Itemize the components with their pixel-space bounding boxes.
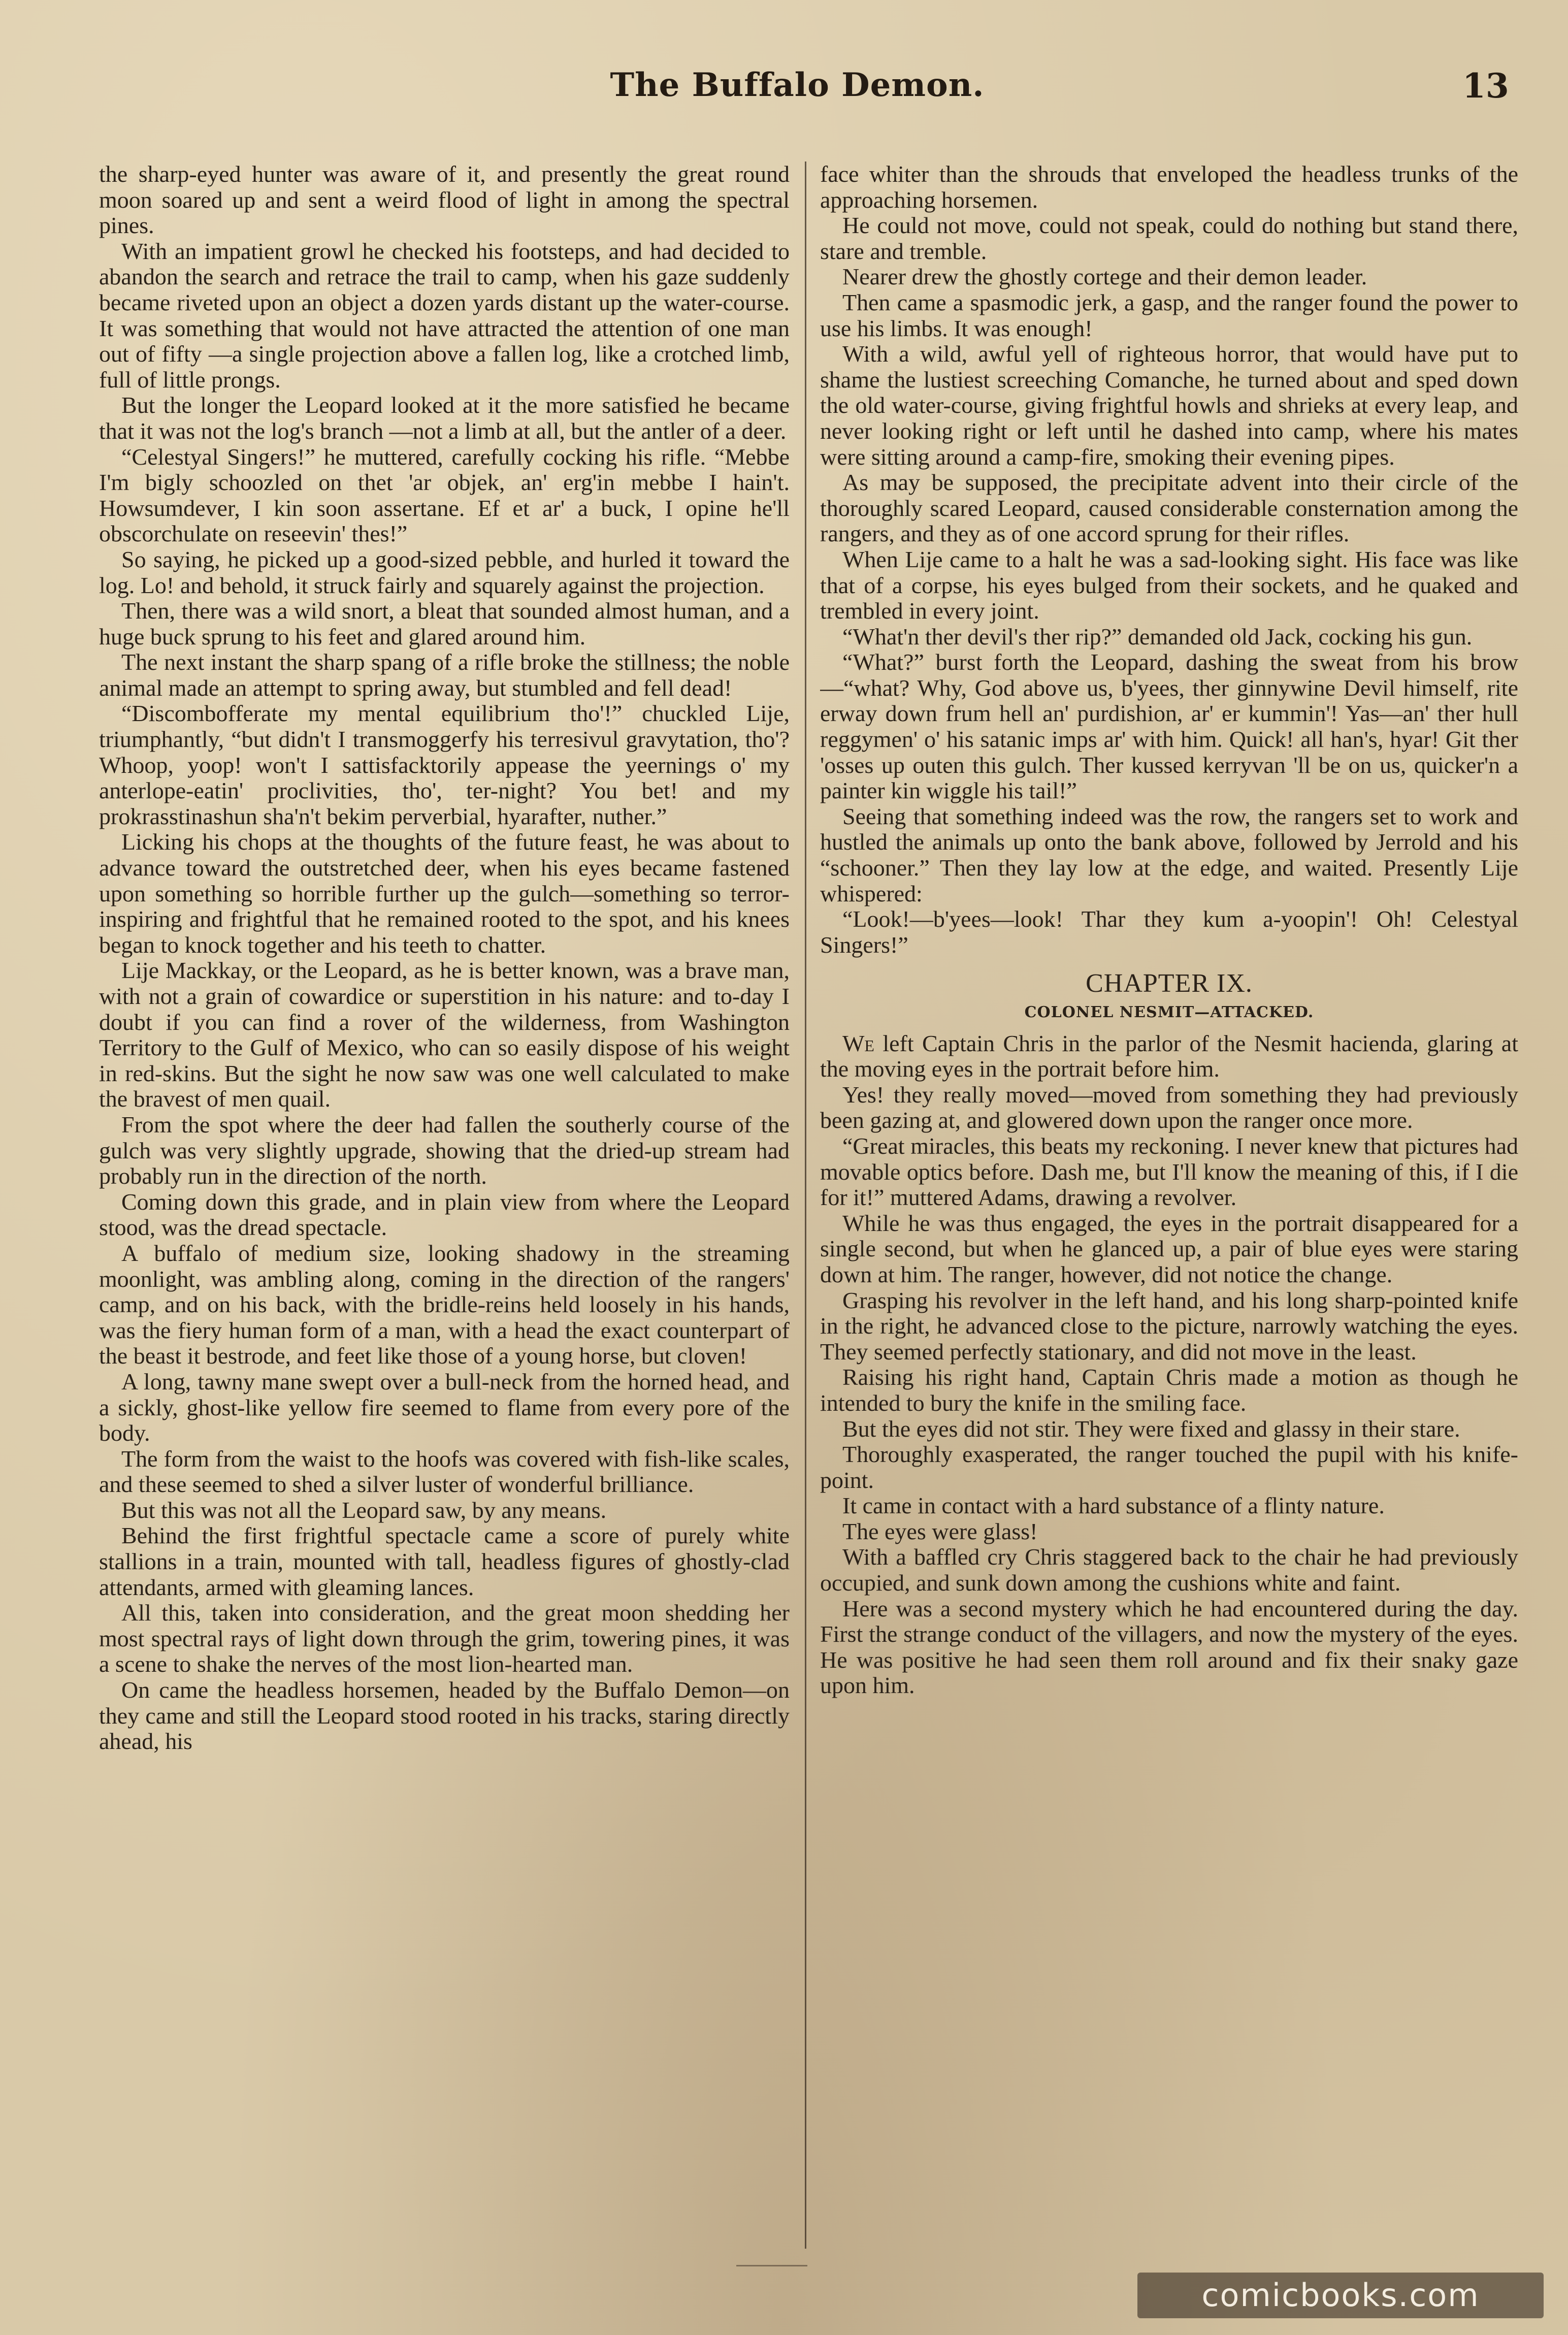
paragraph: Licking his chops at the thoughts of the future feast, he was about to advance toward the outstretched deer, when his eyes became fastened upon something so horrible further up the gulch—something so terror-inspiring and frightful that he remained rooted to the spot, and his knees began to knock together and his teeth to chatter.: [99, 829, 790, 958]
chapter-opening-paragraph: [820, 1031, 1518, 1082]
paragraph: “Great miracles, this beats my reckoning. I never knew that pictures had movable optics before. Dash me, but I'll know the meaning of this, if I die for it!” muttered Adams, drawing a revolver.: [820, 1132, 1518, 1211]
paragraph: With a baffled cry Chris staggered back to the chair he had previously occupied, and sunk down among the cushions white and faint.: [820, 1544, 1518, 1596]
chapter-opening-text: left Captain Chris in the parlor of the Nesmit hacienda, glaring at the moving eyes in the portrait before him.: [820, 1030, 1518, 1082]
paragraph: On came the headless horsemen, headed by the Buffalo Demon—on they came and still the Leopard stood rooted in his tracks, staring directly ahead, his: [99, 1677, 790, 1755]
paragraph: Coming down this grade, and in plain view from where the Leopard stood, was the dread spectacle.: [99, 1188, 790, 1241]
paragraph: “What'n ther devil's ther rip?” demanded old Jack, cocking his gun.: [842, 623, 1473, 650]
paragraph: All this, taken into consideration, and the great moon shedding her most spectral rays of light down through the grim, towering pines, it was a scene to shake the nerves of the most lion-hearted man.: [99, 1600, 790, 1677]
paragraph: As may be supposed, the precipitate advent into their circle of the thoroughly scared Leopard, caused considerable consternation among the rangers, and they as of one accord sprung for their rifles.: [820, 469, 1518, 547]
paragraph: Nearer drew the ghostly cortege and their demon leader.: [842, 264, 1367, 290]
paragraph: Then, there was a wild snort, a bleat that sounded almost human, and a huge buck sprung to his feet and glared around him.: [99, 598, 790, 650]
paragraph: Behind the first frightful spectacle came a score of purely white stallions in a train, mounted with tall, headless figures of ghostly-clad attendants, armed with gleaming lances.: [99, 1522, 790, 1600]
column-divider: [805, 161, 806, 2249]
paragraph: Here was a second mystery which he had encountered during the day. First the strange conduct of the villagers, and now the mystery of the eyes. He was positive he had seen them roll around and fix their snaky gaze upon him.: [820, 1595, 1518, 1699]
paragraph: The next instant the sharp spang of a rifle broke the stillness; the noble animal made an attempt to spring away, but stumbled and fell dead!: [99, 649, 790, 701]
site-watermark: comicbooks.com: [1137, 2273, 1544, 2318]
paragraph: It came in contact with a hard substance of a flinty nature.: [842, 1493, 1385, 1519]
paragraph: “What?” burst forth the Leopard, dashing the sweat from his brow—“what? Why, God above us, b'yees, ther ginnywine Devil himself, rite erway down frum hell an' purdishion, ar' er kummin'! Yas—an' ther hull reggymen' o' his satanic imps ar' with him. Quick! all han's, hyar! Git ther 'osses up outen this gulch. Ther kussed kerryvan 'll be on us, quicker'n a painter kin wiggle his tail!”: [820, 649, 1518, 804]
chapter-heading: CHAPTER IX.: [1086, 969, 1253, 998]
paragraph: The eyes were glass!: [842, 1518, 1038, 1544]
paragraph: “Discombofferate my mental equilibrium tho'!” chuckled Lije, triumphantly, “but didn't I transmoggerfy his terresivul gravytation, tho'? Whoop, yoop! won't I sattisfacktorily appease the yeernings o' my anterlope-eatin' proclivities, tho', ter-night? You bet! and my prokrasstinashun sha'n't bekim perverbial, hyarafter, nuther.”: [99, 700, 790, 829]
paragraph: Raising his right hand, Captain Chris made a motion as though he intended to bury the knife in the smiling face.: [820, 1364, 1518, 1416]
paragraph: The form from the waist to the hoofs was covered with fish-like scales, and these seemed to shed a silver luster of wonderful brilliance.: [99, 1445, 790, 1498]
paragraph: He could not move, could not speak, could do nothing but stand there, stare and tremble.: [820, 212, 1518, 264]
paragraph: While he was thus engaged, the eyes in the portrait disappeared for a single second, but when he glanced up, a pair of blue eyes were staring down at him. The ranger, however, did not notice the change.: [820, 1210, 1518, 1287]
paragraph: Seeing that something indeed was the row, the rangers set to work and hustled the animals up onto the bank above, followed by Jerrold and his “schooner.” Then they lay low at the edge, and waited. Presently Lije whispered:: [820, 803, 1518, 906]
paragraph: With an impatient growl he checked his footsteps, and had decided to abandon the search and retrace the trail to camp, when his gaze suddenly became riveted upon an object a dozen yards distant up the water-course. It was something that would not have attracted the attention of one man out of fifty —a single projection above a fallen log, like a crotched limb, full of little prongs.: [99, 238, 790, 393]
paragraph: the sharp-eyed hunter was aware of it, and presently the great round moon soared up and sent a weird flood of light in among the spectral pines.: [99, 161, 790, 239]
paragraph: So saying, he picked up a good-sized pebble, and hurled it toward the log. Lo! and behold, it struck fairly and squarely against the projection.: [99, 546, 790, 598]
chapter-subheading: COLONEL NESMIT—ATTACKED.: [1024, 1003, 1314, 1021]
page-number: 13: [1462, 66, 1509, 106]
page-title: The Buffalo Demon.: [610, 66, 985, 104]
paragraph: But the longer the Leopard looked at it the more satisfied he became that it was not the log's branch —not a limb at all, but the antler of a deer.: [99, 392, 790, 444]
paragraph: From the spot where the deer had fallen the southerly course of the gulch was very slightly upgrade, showing that the dried-up stream had probably run in the direction of the north.: [99, 1111, 790, 1189]
right-column: [820, 161, 1518, 2244]
page-header: [0, 0, 1568, 152]
paragraph: Lije Mackkay, or the Leopard, as he is better known, was a brave man, with not a grain of cowardice or superstition in his nature: and to-day I doubt if you can find a rover of the wilderness, from Washington Territory to the Gulf of Mexico, who can so easily dispose of his weight in red-skins. But the sight he now saw was one well calculated to make the bravest of men quail.: [99, 957, 790, 1112]
paragraph: Grasping his revolver in the left hand, and his long sharp-pointed knife in the right, he advanced close to the picture, narrowly watching the eyes. They seemed perfectly stationary, and did not move in the least.: [820, 1287, 1518, 1365]
left-column: [99, 161, 790, 2244]
paragraph: A long, tawny mane swept over a bull-neck from the horned head, and a sickly, ghost-like yellow fire seemed to flame from every pore of the body.: [99, 1368, 790, 1446]
paragraph: Thoroughly exasperated, the ranger touched the pupil with his knife-point.: [820, 1441, 1518, 1493]
paragraph: “Celestyal Singers!” he muttered, carefully cocking his rifle. “Mebbe I'm bigly schoozled on thet 'ar objek, an' erg'in mebbe I hain't. Howsumdever, I kin soon assertane. Ef et ar' a buck, I opine he'll obscorchulate on reseevin' thes!”: [99, 443, 790, 547]
paragraph: When Lije came to a halt he was a sad-looking sight. His face was like that of a corpse, his eyes bulged from their sockets, and he quaked and trembled in every joint.: [820, 546, 1518, 624]
bottom-ornament-rule: [736, 2265, 807, 2266]
paragraph: But this was not all the Leopard saw, by any means.: [121, 1497, 607, 1523]
chapter-first-word: We: [842, 1030, 874, 1056]
paragraph: “Look!—b'yees—look! Thar they kum a-yoopin'! Oh! Celestyal Singers!”: [820, 906, 1518, 958]
paragraph: face whiter than the shrouds that enveloped the headless trunks of the approaching horsemen.: [820, 161, 1518, 213]
paragraph: Then came a spasmodic jerk, a gasp, and the ranger found the power to use his limbs. It was enough!: [820, 289, 1518, 341]
paragraph: Yes! they really moved—moved from something they had previously been gazing at, and glowered down upon the ranger once more.: [820, 1081, 1518, 1133]
paragraph: A buffalo of medium size, looking shadowy in the streaming moonlight, was ambling along, coming in the direction of the rangers' camp, and on his back, with the bridle-reins held loosely in his hands, was the fiery human form of a man, with a head the exact counterpart of the beast it bestrode, and feet like those of a young horse, but cloven!: [99, 1240, 790, 1369]
paragraph: But the eyes did not stir. They were fixed and glassy in their stare.: [842, 1415, 1460, 1442]
paragraph: With a wild, awful yell of righteous horror, that would have put to shame the lustiest screeching Comanche, he turned about and sped down the old water-course, giving frightful howls and shrieks at every leap, and never looking right or left until he dashed into camp, where his mates were sitting around a camp-fire, smoking their evening pipes.: [820, 341, 1518, 470]
